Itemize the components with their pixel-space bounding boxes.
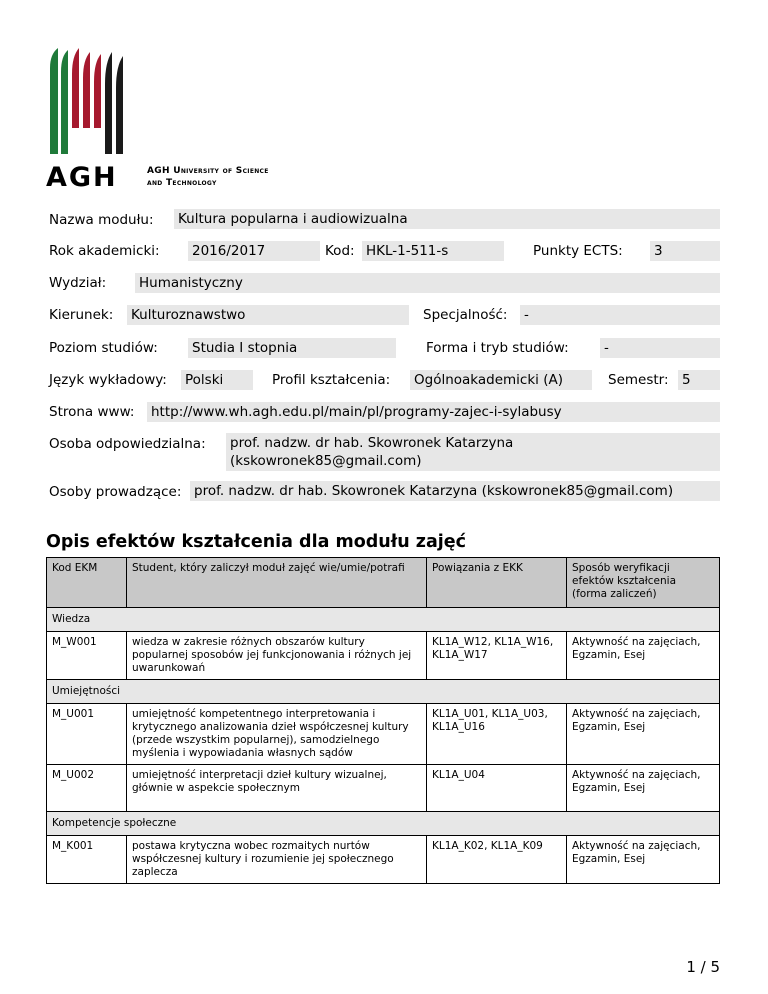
- language-label: Język wykładowy:: [49, 372, 167, 388]
- header-verification: Sposób weryfikacji efektów kształcenia (forma zaliczeń): [567, 558, 720, 608]
- header-code: Kod EKM: [47, 558, 127, 608]
- specialty-value: -: [520, 305, 720, 325]
- header-description: Student, który zaliczył moduł zajęć wie/umie/potrafi: [127, 558, 427, 608]
- table-row: M_K001 postawa krytyczna wobec rozmaitych nurtów współczesnej kultury i rozumienie jej społecznego zaplecza KL1A_K02, KL1A_K09 Aktywność na zajęciach, Egzamin, Esej: [47, 836, 720, 884]
- semester-label: Semestr:: [608, 372, 669, 388]
- section-row-social-competences: Kompetencje społeczne: [47, 812, 720, 836]
- teachers-value: prof. nadzw. dr hab. Skowronek Katarzyna (kskowronek85@gmail.com): [190, 481, 720, 501]
- section-row-knowledge: Wiedza: [47, 608, 720, 632]
- table-header-row: [47, 558, 720, 608]
- table-row: M_U002 umiejętność interpretacji dzieł kultury wizualnej, głównie w aspekcie społecznym KL1A_U04 Aktywność na zajęciach, Egzamin, Esej: [47, 765, 720, 812]
- semester-value: 5: [678, 370, 720, 390]
- code-label: Kod:: [325, 243, 355, 259]
- module-name-label: Nazwa modułu:: [49, 212, 154, 228]
- level-label: Poziom studiów:: [49, 340, 158, 356]
- level-value: Studia I stopnia: [188, 338, 396, 358]
- agh-logo: [46, 44, 290, 193]
- responsible-label: Osoba odpowiedzialna:: [49, 436, 206, 452]
- www-link[interactable]: http://www.wh.agh.edu.pl/main/pl/programy-zajec-i-sylabusy: [147, 402, 720, 422]
- header-ekk: Powiązania z EKK: [427, 558, 567, 608]
- module-name-value: Kultura popularna i audiowizualna: [174, 209, 720, 229]
- code-value: HKL-1-511-s: [362, 241, 504, 261]
- learning-outcomes-table: [46, 557, 720, 884]
- teachers-label: Osoby prowadzące:: [49, 484, 182, 500]
- section-row-skills: Umiejętności: [47, 680, 720, 704]
- faculty-value: Humanistyczny: [135, 273, 720, 293]
- logo-subtitle: AGH University of Science and Technology: [147, 166, 269, 188]
- field-label: Kierunek:: [49, 307, 114, 323]
- mode-value: -: [600, 338, 720, 358]
- profile-value: Ogólnoakademicki (A): [410, 370, 592, 390]
- table-row: M_W001 wiedza w zakresie różnych obszarów kultury popularnej sposobów jej funkcjonowania i różnych jej uwarunkowań KL1A_W12, KL1A_W16, KL1A_W17 Aktywność na zajęciach, Egzamin, Esej: [47, 632, 720, 680]
- ects-label: Punkty ECTS:: [533, 243, 623, 259]
- language-value: Polski: [181, 370, 253, 390]
- year-label: Rok akademicki:: [49, 243, 160, 259]
- logo-wordmark: AGH: [46, 162, 118, 193]
- specialty-label: Specjalność:: [423, 307, 508, 323]
- page-number: 1 / 5: [686, 958, 720, 976]
- agh-logo-emblem: [46, 44, 130, 154]
- field-value: Kulturoznawstwo: [127, 305, 409, 325]
- faculty-label: Wydział:: [49, 275, 107, 291]
- table-row: M_U001 umiejętność kompetentnego interpretowania i krytycznego analizowania dzieł współczesnej kultury (przede wszystkim popularnej), samodzielnego myślenia i wypowiadania własnych sądów KL1A_U01, KL1A_U03, KL1A_U16 Aktywność na zajęciach, Egzamin, Esej: [47, 704, 720, 765]
- profile-label: Profil kształcenia:: [272, 372, 391, 388]
- section-title: Opis efektów kształcenia dla modułu zajęć: [46, 532, 467, 552]
- responsible-value: prof. nadzw. dr hab. Skowronek Katarzyna (kskowronek85@gmail.com): [226, 433, 720, 471]
- ects-value: 3: [650, 241, 720, 261]
- www-label: Strona www:: [49, 404, 135, 420]
- year-value: 2016/2017: [188, 241, 320, 261]
- mode-label: Forma i tryb studiów:: [426, 340, 569, 356]
